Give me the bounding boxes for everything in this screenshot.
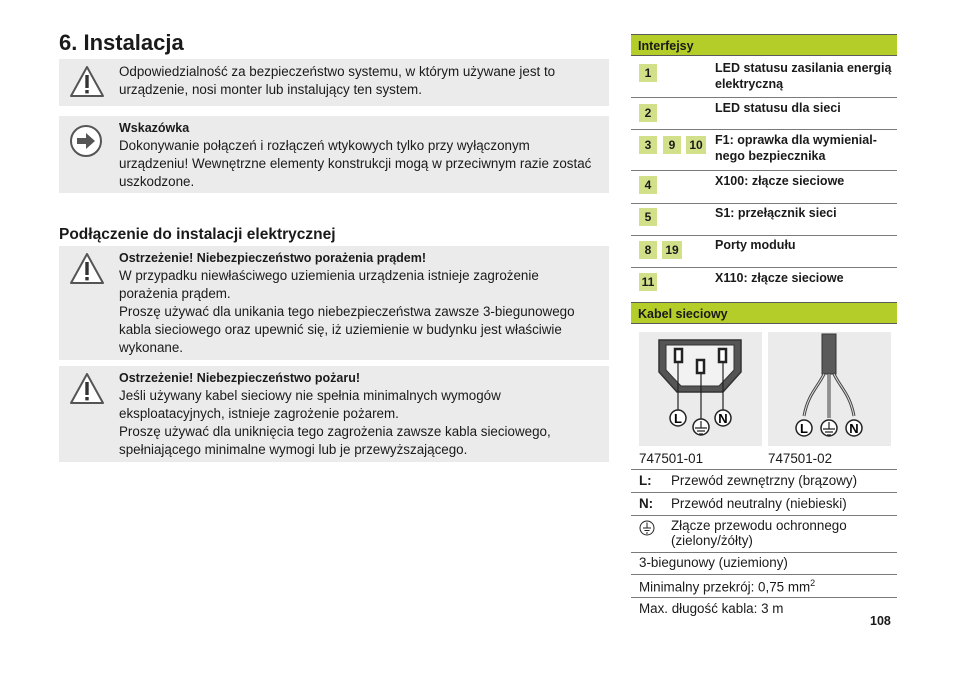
legend-row — [631, 515, 897, 553]
interface-label: X100: złącze sieciowe — [715, 174, 845, 188]
pin-n-label: N — [718, 411, 728, 426]
badge: 11 — [639, 273, 657, 291]
interface-row — [631, 129, 897, 171]
arrow-right-icon — [69, 124, 103, 158]
cable-header: Kabel sieciowy — [631, 302, 897, 324]
iec-connector-illustration — [639, 332, 762, 446]
cable-wires-illustration — [768, 332, 891, 446]
warning-heading: Ostrzeżenie! Niebezpieczeństwo porażenia prądem! — [119, 251, 427, 265]
cable-spec-line — [639, 578, 815, 594]
badge: 1 — [639, 64, 657, 82]
legend-text: Przewód neutralny (niebieski) — [671, 496, 847, 511]
interface-label: F1: oprawka dla wymienial-nego bezpiecznika — [715, 133, 877, 163]
hint-notice — [59, 116, 609, 193]
legend-row — [631, 492, 897, 516]
badge: 9 — [663, 136, 681, 154]
warning-paragraph: Proszę używać dla uniknięcia tego zagrożenia zawsze kabla sieciowego, spełniającego minimalne wymogi lub je przewyższającego. — [119, 424, 551, 457]
warning-paragraph: Proszę używać dla unikania tego niebezpieczeństwa zawsze 3-biegunowego kabla sieciowego oraz upewnić się, iż uziemienie w budynku jest właściwie wykonane. — [119, 304, 575, 355]
interface-row — [631, 56, 897, 98]
interface-row — [631, 267, 897, 300]
image-caption: 747501-02 — [768, 451, 833, 466]
interface-label: S1: przełącznik sieci — [715, 206, 837, 220]
interface-label: Porty modułu — [715, 238, 796, 252]
badge: 2 — [639, 104, 657, 122]
notice-text: Odpowiedzialność za bezpieczeństwo systemu, w którym używane jest to urządzenie, nosi monter lub instalujący ten system. — [119, 64, 556, 97]
badge: 3 — [639, 136, 657, 154]
badge: 8 — [639, 241, 657, 259]
superscript: 2 — [810, 578, 816, 588]
cable-spec — [631, 552, 897, 575]
legend-text: Przewód zewnętrzny (brązowy) — [671, 473, 858, 488]
pin-l-label: L — [674, 411, 682, 426]
warning-heading: Ostrzeżenie! Niebezpieczeństwo pożaru! — [119, 371, 361, 385]
interface-row — [631, 203, 897, 236]
warning-icon — [69, 372, 105, 406]
cable-spec — [631, 598, 897, 620]
pin-l-label: L — [800, 421, 808, 436]
fire-warning — [59, 366, 609, 462]
cable-spec-text: 3-biegunowy (uziemiony) — [639, 555, 788, 570]
interface-row — [631, 170, 897, 204]
hint-heading: Wskazówka — [119, 121, 190, 135]
warning-paragraph: W przypadku niewłaściwego uziemienia urządzenia istnieje zagrożenie porażenia prądem. — [119, 268, 539, 301]
warning-icon — [69, 65, 105, 99]
badge: 5 — [639, 208, 657, 226]
interface-label: LED statusu dla sieci — [715, 101, 841, 115]
legend-key: N: — [639, 496, 654, 511]
connector-image-1 — [639, 332, 762, 446]
responsibility-notice — [59, 59, 609, 106]
hint-text: Dokonywanie połączeń i rozłączeń wtykowych tylko przy wyłączonym urządzeniu! Wewnętrzne elementy konstrukcji mogą w przeciwnym razie zostać uszkodzone. — [119, 138, 592, 189]
page-number: 108 — [870, 614, 891, 628]
badge: 19 — [662, 241, 682, 259]
section-title: Podłączenie do instalacji elektrycznej — [59, 226, 336, 243]
legend-key: L: — [639, 473, 652, 488]
warning-icon — [69, 252, 105, 286]
badge: 4 — [639, 176, 657, 194]
interface-label: X110: złącze sieciowe — [715, 271, 844, 285]
interface-row — [631, 97, 897, 130]
connector-image-2 — [768, 332, 891, 446]
cable-spec-text: Max. długość kabla: 3 m — [639, 601, 784, 616]
ground-icon — [639, 520, 655, 536]
interfaces-header: Interfejsy — [631, 34, 897, 56]
cable-spec-text: Minimalny przekrój: 0,75 mm — [639, 579, 811, 595]
legend-row — [631, 470, 897, 493]
legend-text: Złącze przewodu ochronnego (zielony/żółty) — [671, 518, 847, 548]
interface-row — [631, 235, 897, 268]
electric-shock-warning — [59, 246, 609, 360]
image-caption: 747501-01 — [639, 451, 704, 466]
page-title: 6. Instalacja — [59, 30, 184, 55]
warning-paragraph: Jeśli używany kabel sieciowy nie spełnia minimalnych wymogów eksploatacyjnych, istnieje zagrożenie pożarem. — [119, 388, 501, 421]
badge: 10 — [686, 136, 706, 154]
interface-label: LED statusu zasilania energią elektryczną — [715, 61, 892, 91]
cable-spec — [631, 575, 897, 598]
pin-n-label: N — [849, 421, 859, 436]
